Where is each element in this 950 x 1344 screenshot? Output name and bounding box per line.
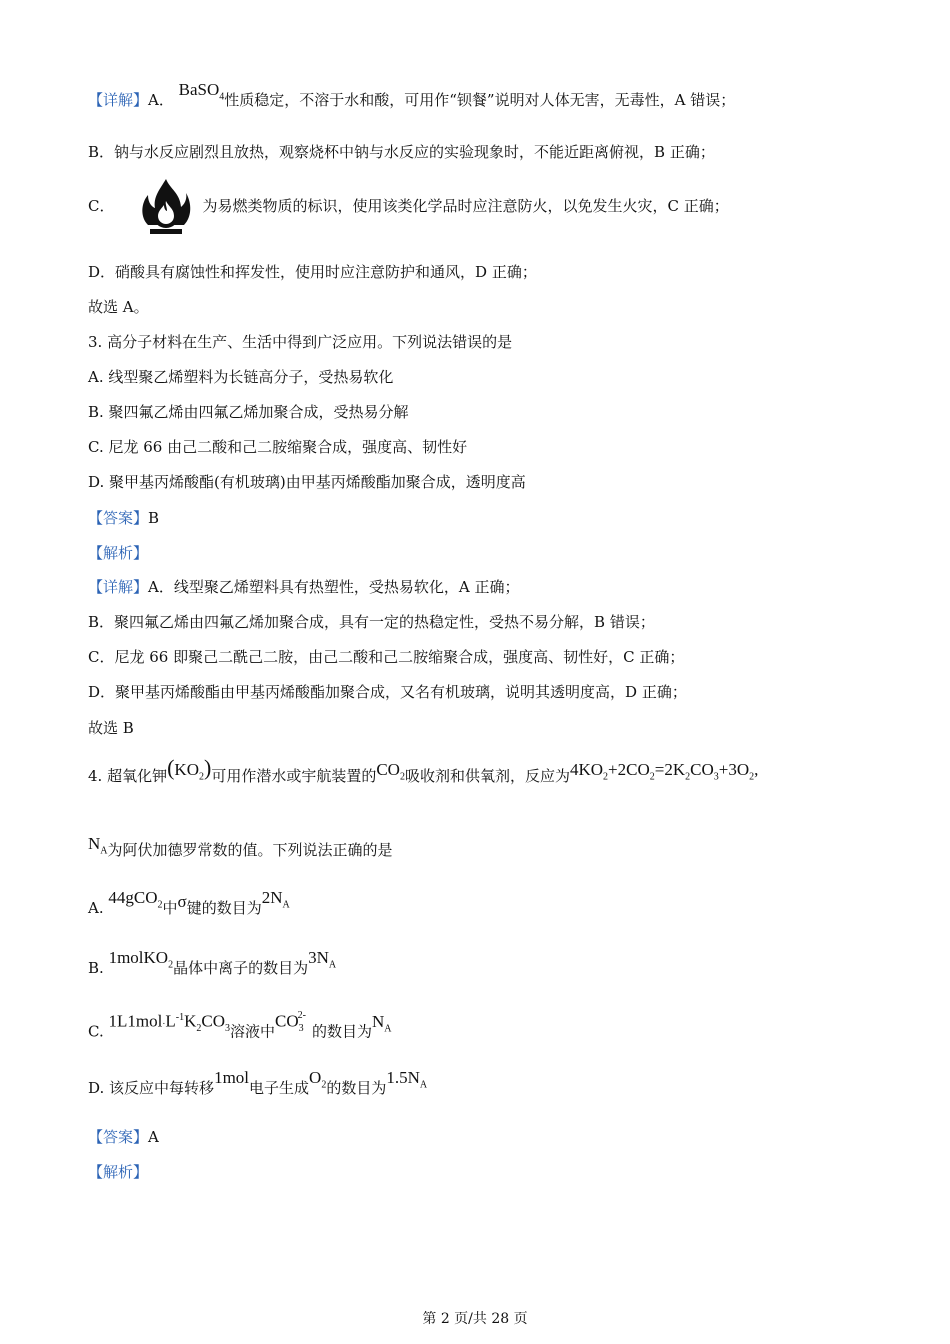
q2-c-text: 为易燃类物质的标识，使用该类化学品时应注意防火，以免发生火灾，C 正确； — [202, 197, 729, 215]
formula-o2: $O_2$ — [309, 1068, 327, 1091]
q4-na-text: 为阿伏加德罗常数的值。下列说法正确的是 — [107, 841, 393, 859]
q2-a-text: 性质稳定，不溶于水和酸，可用作“钡餐”说明对人体无害，无毒性，A 错误； — [224, 91, 736, 109]
q2-detail-b: B．钠与水反应剧烈且放热，观察烧杯中钠与水反应的实验现象时，不能近距离俯视，B 正确； — [88, 143, 715, 161]
q2-detail-a — [88, 80, 736, 117]
formula-na: $N_A$ — [88, 834, 108, 857]
option-label: A. — [88, 899, 104, 917]
q2-detail-d: D．硝酸具有腐蚀性和挥发性，使用时应注意防护和通风，D 正确； — [88, 263, 537, 281]
formula-co2: $CO_2$ — [376, 760, 405, 783]
q2-conclusion: 故选 A。 — [88, 298, 149, 316]
formula-co3-ion: $CO_3^{2-}$ — [275, 1010, 306, 1035]
option-text: 中 — [162, 899, 178, 917]
q4-option-d — [88, 1068, 428, 1105]
formula-3na: $3N_A$ — [308, 948, 337, 971]
q4-stem-part2: 可用作潜水或宇航装置的 — [211, 767, 377, 785]
q4-option-b — [88, 948, 337, 985]
formula-1mol: 1mol — [214, 1068, 250, 1087]
q3-detail-b: B．聚四氟乙烯由四氟乙烯加聚合成，具有一定的热稳定性，受热不易分解，B 错误； — [88, 613, 655, 631]
q4-na-line — [88, 834, 393, 867]
formula-1molko2: 1molKO$_2$ — [108, 948, 174, 971]
option-text: 溶液中 — [229, 1022, 275, 1041]
q3-stem: 3. 高分子材料在生产、生活中得到广泛应用。下列说法错误的是 — [88, 333, 513, 351]
q3-option-d: D. 聚甲基丙烯酸酯(有机玻璃)由甲基丙烯酸酯加聚合成，透明度高 — [88, 473, 526, 491]
q3-conclusion: 故选 B — [88, 719, 134, 737]
detail-tag: 【详解】 — [88, 91, 149, 109]
detail-text: A．线型聚乙烯塑料具有热塑性，受热易软化，A 正确； — [148, 578, 520, 596]
q3-option-b: B. 聚四氟乙烯由四氟乙烯加聚合成，受热易分解 — [88, 403, 409, 421]
answer-value: B — [148, 509, 160, 527]
q4-stem — [88, 755, 759, 793]
option-text: 晶体中离子的数目为 — [173, 959, 309, 977]
option-text: 电子生成 — [249, 1079, 310, 1097]
q4-option-c — [88, 1010, 392, 1049]
option-label: B. — [88, 959, 104, 977]
option-label: D. — [88, 1079, 105, 1097]
q3-option-c: C. 尼龙 66 由己二酸和己二胺缩聚合成，强度高、韧性好 — [88, 438, 468, 456]
formula-na-c: $N_A$ — [371, 1011, 392, 1035]
option-label: C． — [88, 197, 115, 215]
formula-ko2-paren: $(KO_2)$ — [167, 755, 212, 783]
analysis-tag: 【解析】 — [88, 544, 149, 562]
option-text: 的数目为 — [311, 1022, 372, 1041]
option-text: 键的数目为 — [186, 899, 262, 917]
q4-stem-part1: 4. 超氧化钾 — [88, 767, 168, 785]
option-label: A． — [148, 91, 174, 109]
answer-tag: 【答案】 — [88, 509, 149, 527]
q3-detail-c: C．尼龙 66 即聚己二酰己二胺，由己二酸和己二胺缩聚合成，强度高、韧性好，C 正确； — [88, 648, 685, 666]
option-text: 该反应中每转移 — [109, 1079, 215, 1097]
flammable-fire-icon — [140, 177, 192, 237]
q3-answer — [88, 508, 159, 528]
formula-baso4: BaSO$_4$ — [178, 80, 225, 103]
detail-tag: 【详解】 — [88, 578, 149, 596]
q3-detail-a — [88, 577, 519, 597]
analysis-tag: 【解析】 — [88, 1163, 149, 1181]
q2-detail-c — [88, 176, 729, 237]
sigma-symbol: σ — [177, 892, 187, 911]
q4-option-a — [88, 888, 290, 925]
answer-tag: 【答案】 — [88, 1128, 149, 1146]
q4-analysis-tag — [88, 1162, 148, 1182]
formula-k2co3-solution: $1L1mol\cdot L^{-1}K_2CO_3$ — [108, 1011, 230, 1035]
formula-2na: $2N_A$ — [261, 888, 290, 911]
q3-detail-d: D．聚甲基丙烯酸酯由甲基丙烯酸酯加聚合成，又名有机玻璃，说明其透明度高，D 正确； — [88, 683, 687, 701]
reaction-equation: $4KO_2+2CO_2=2K_2CO_3+3O_2$, — [569, 760, 759, 783]
option-label: C. — [88, 1022, 104, 1041]
answer-value: A — [148, 1128, 159, 1146]
formula-1.5na: $1.5N_A$ — [386, 1068, 428, 1091]
page-footer: 第 2 页/共 28 页 — [422, 1311, 528, 1327]
q3-option-a: A. 线型聚乙烯塑料为长链高分子，受热易软化 — [88, 368, 394, 386]
q3-analysis-tag — [88, 543, 148, 563]
q4-stem-part3: 吸收剂和供氧剂，反应为 — [404, 767, 570, 785]
formula-44gco2: 44gCO$_2$ — [108, 888, 163, 911]
option-text: 的数目为 — [326, 1079, 387, 1097]
q4-answer — [88, 1127, 159, 1147]
